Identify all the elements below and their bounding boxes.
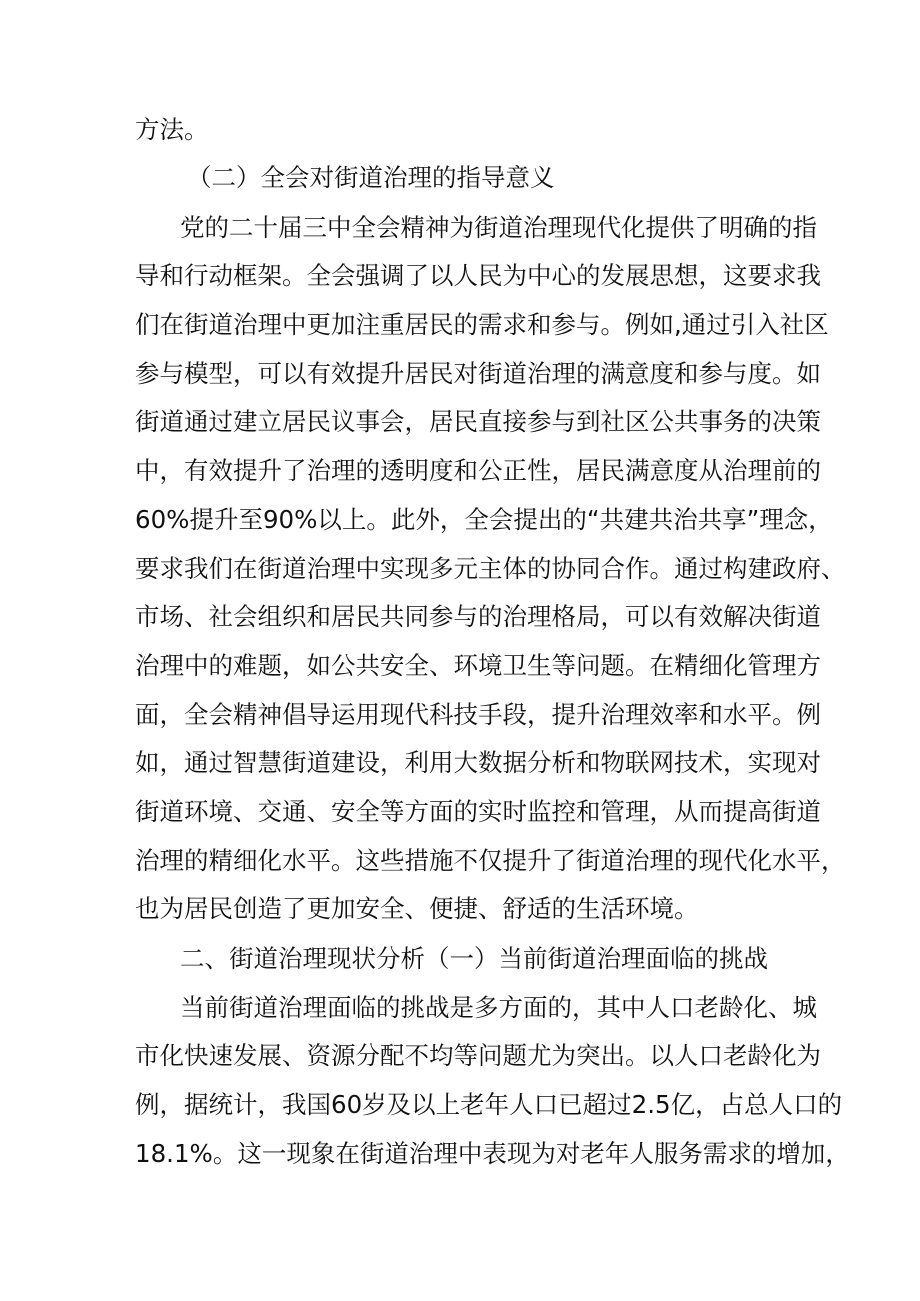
text-line: 街道通过建立居民议事会，居民直接参与到社区公共事务的决策	[135, 407, 821, 436]
text-line: 例，据统计，我国60岁及以上老年人口已超过2.5亿，占总人口的	[135, 1090, 843, 1119]
text-line: 当前街道治理面临的挑战是多方面的，其中人口老龄化、城	[180, 993, 817, 1022]
text-line: 治理中的难题，如公共安全、环境卫生等问题。在精细化管理方	[135, 651, 821, 680]
text-line: 治理的精细化水平。这些措施不仅提升了街道治理的现代化水平，	[135, 846, 846, 875]
text-line: 市化快速发展、资源分配不均等问题尤为突出。以人口老龄化为	[135, 1041, 821, 1070]
text-line: 参与模型，可以有效提升居民对街道治理的满意度和参与度。如	[135, 359, 821, 388]
section-heading: （二）全会对街道治理的指导意义	[187, 163, 555, 192]
text-line: 要求我们在街道治理中实现多元主体的协同合作。通过构建政府、	[135, 554, 846, 583]
text-line: 市场、社会组织和居民共同参与的治理格局，可以有效解决街道	[135, 602, 821, 631]
text-line: 18.1%。这一现象在街道治理中表现为对老年人服务需求的增加，	[135, 1139, 850, 1168]
text-line: 导和行动框架。全会强调了以人民为中心的发展思想，这要求我	[135, 261, 821, 290]
text-line: 也为居民创造了更加安全、便捷、舒适的生活环境。	[135, 894, 699, 923]
text-line: 如，通过智慧街道建设，利用大数据分析和物联网技术，实现对	[135, 748, 821, 777]
text-line: 60%提升至90%以上。此外，全会提出的“共建共治共享”理念，	[135, 505, 833, 534]
text-line: 街道环境、交通、安全等方面的实时监控和管理，从而提高街道	[135, 797, 821, 826]
text-line: 面，全会精神倡导运用现代科技手段，提升治理效率和水平。例	[135, 700, 821, 729]
text-line: 们在街道治理中更加注重居民的需求和参与。例如,通过引入社区	[135, 310, 829, 339]
text-line: 党的二十届三中全会精神为街道治理现代化提供了明确的指	[180, 213, 817, 242]
section-heading: 二、街道治理现状分析（一）当前街道治理面临的挑战	[180, 944, 768, 973]
text-line: 方法。	[135, 115, 209, 144]
text-line: 中，有效提升了治理的透明度和公正性，居民满意度从治理前的	[135, 456, 821, 485]
